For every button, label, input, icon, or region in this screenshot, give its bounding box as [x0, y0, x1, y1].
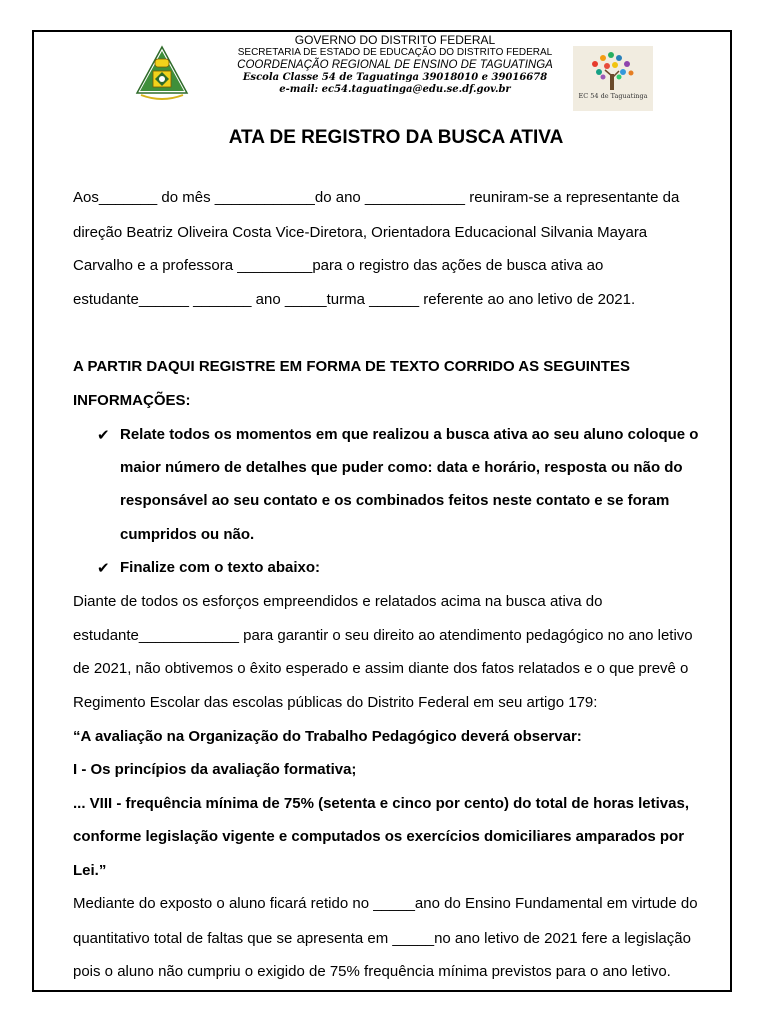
header-school-phone: Escola Classe 54 de Taguatinga 39018010 e 39016678 — [242, 72, 548, 83]
page-border — [32, 30, 732, 992]
final-line: pois o aluno não cumpriu o exigido de 75% frequência mínima previstos para o ano letivo. — [73, 963, 671, 980]
quote-line: I - Os princípios da avaliação formativa; — [73, 761, 357, 778]
bullet-text: Relate todos os momentos em que realizou a busca ativa ao seu aluno coloque o — [120, 426, 699, 443]
bullet-text: responsável ao seu contato e os combinados feitos neste contato e se foram — [120, 492, 670, 509]
instructions-heading: INFORMAÇÕES: — [73, 392, 191, 409]
quote-line: conforme legislação vigente e computados os exercícios domiciliares amparados por — [73, 828, 685, 845]
closing-line: Regimento Escolar das escolas públicas do Distrito Federal em seu artigo 179: — [73, 694, 598, 711]
intro-line: direção Beatriz Oliveira Costa Vice-Diretora, Orientadora Educacional Silvania Mayara — [73, 224, 648, 241]
quote-line: “A avaliação na Organização do Trabalho Pedagógico deverá observar: — [73, 728, 582, 745]
header-government: GOVERNO DO DISTRITO FEDERAL — [294, 33, 496, 47]
final-line: quantitativo total de faltas que se apresenta em _____no ano letivo de 2021 fere a legislação — [73, 930, 691, 947]
school-logo-text: EC 54 de Taguatinga — [578, 92, 648, 100]
closing-line: estudante____________ para garantir o seu direito ao atendimento pedagógico no ano letivo — [73, 627, 693, 644]
letterhead — [0, 0, 768, 120]
header-secretariat: SECRETARIA DE ESTADO DE EDUCAÇÃO DO DISTRITO FEDERAL — [237, 47, 553, 58]
document-title: ATA DE REGISTRO DA BUSCA ATIVA — [228, 127, 564, 148]
bullet-text: maior número de detalhes que puder como: data e horário, resposta ou não do — [120, 459, 683, 476]
intro-line: Carvalho e a professora _________para o registro das ações de busca ativa ao — [73, 257, 604, 274]
intro-line: estudante______ _______ ano _____turma ______ referente ao ano letivo de 2021. — [73, 291, 636, 308]
instructions-heading: A PARTIR DAQUI REGISTRE EM FORMA DE TEXTO CORRIDO AS SEGUINTES — [73, 358, 630, 375]
closing-line: de 2021, não obtivemos o êxito esperado e assim diante dos fatos relatados e o que prevê o — [73, 660, 689, 677]
quote-line: Lei.” — [73, 862, 107, 879]
checkmark-icon: ✔ — [97, 427, 110, 444]
final-line: Mediante do exposto o aluno ficará retido no _____ano do Ensino Fundamental em virtude do — [73, 895, 698, 912]
header-coordination: COORDENAÇÃO REGIONAL DE ENSINO DE TAGUATINGA — [237, 59, 553, 71]
bullet-text: cumpridos ou não. — [120, 526, 255, 543]
bullet-text: Finalize com o texto abaixo: — [120, 559, 321, 576]
closing-line: Diante de todos os esforços empreendidos e relatados acima na busca ativa do — [73, 593, 603, 610]
header-email: e-mail: ec54.taguatinga@edu.se.df.gov.br — [279, 84, 511, 95]
intro-line: Aos_______ do mês ____________do ano ____________ reuniram-se a representante da — [73, 189, 680, 206]
quote-line: ... VIII - frequência mínima de 75% (setenta e cinco por cento) do total de horas letivas, — [73, 795, 689, 812]
school-logo — [573, 46, 653, 111]
checkmark-icon: ✔ — [97, 560, 110, 577]
